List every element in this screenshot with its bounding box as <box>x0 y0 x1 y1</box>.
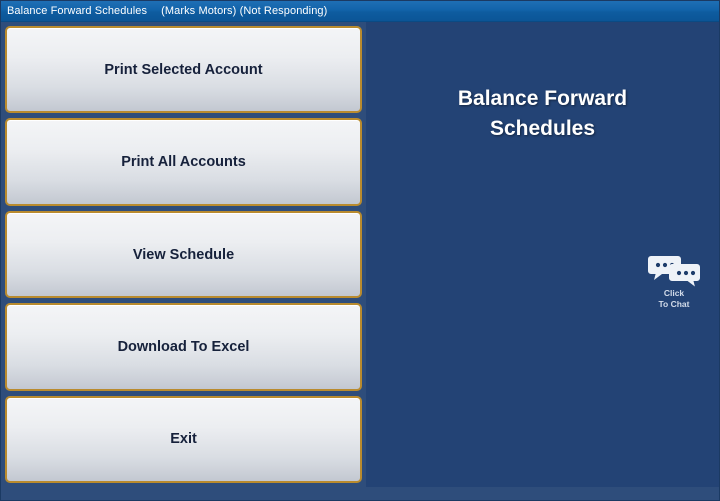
action-button-column <box>1 22 366 487</box>
page-title-line-2: Schedules <box>489 117 596 141</box>
window-status-text: (Marks Motors) (Not Responding) <box>161 5 328 17</box>
print-selected-account-button[interactable] <box>5 26 362 113</box>
button-label: Print Selected Account <box>104 61 263 78</box>
chat-label-line-1: Click <box>663 288 685 298</box>
page-title-line-1: Balance Forward <box>457 87 628 110</box>
info-panel <box>366 22 719 487</box>
print-all-accounts-button[interactable] <box>5 118 362 205</box>
chat-bubbles-icon <box>643 254 705 288</box>
exit-button[interactable] <box>5 396 362 483</box>
button-label: View Schedule <box>132 246 235 263</box>
button-label: Print All Accounts <box>121 154 246 171</box>
click-to-chat-button[interactable] <box>643 254 705 310</box>
button-label: Download To Excel <box>117 338 250 355</box>
chat-label-line-2: To Chat <box>658 298 690 309</box>
window-bottom-strip <box>1 487 719 500</box>
window-title: Balance Forward Schedules <box>7 5 148 17</box>
download-to-excel-button[interactable] <box>5 303 362 390</box>
window-titlebar <box>1 1 719 22</box>
view-schedule-button[interactable] <box>5 211 362 298</box>
button-label: Exit <box>170 431 197 448</box>
page-title <box>366 84 719 145</box>
window-body <box>1 22 719 487</box>
